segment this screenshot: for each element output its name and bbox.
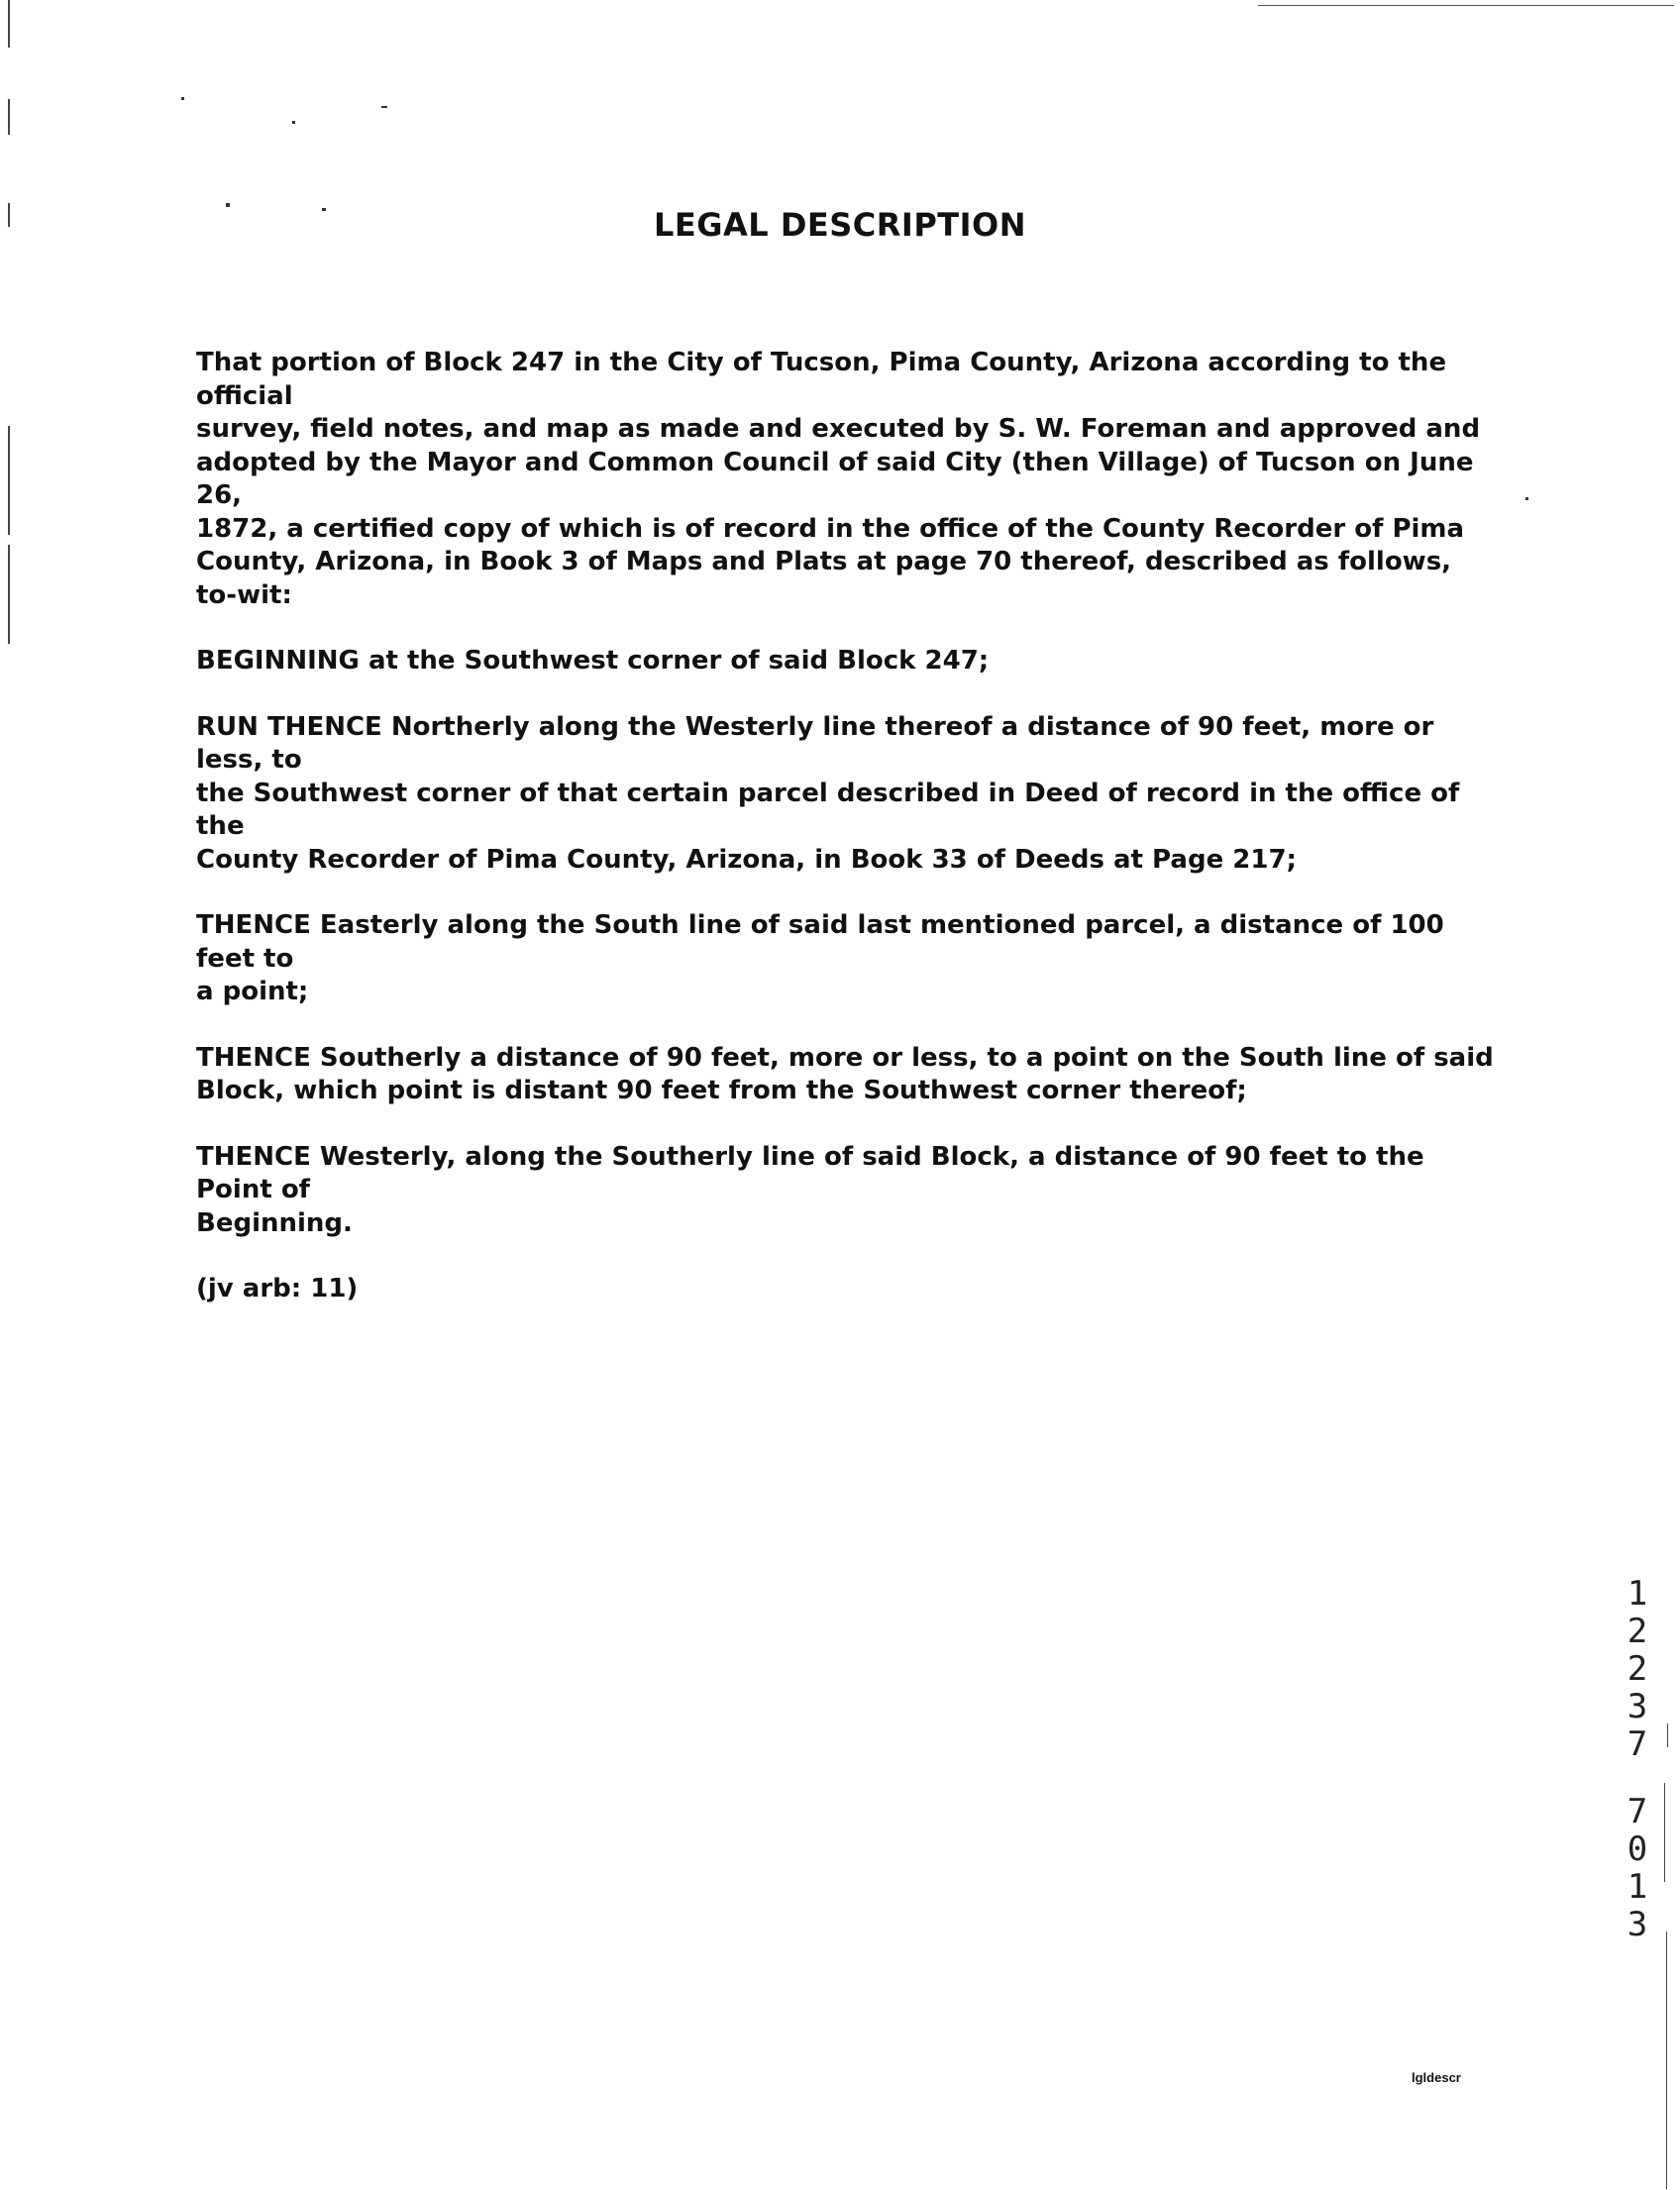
recording-digit: 3 — [1627, 1687, 1648, 1726]
scan-edge-mark — [1666, 1931, 1667, 2189]
recording-digit: 3 — [1627, 1905, 1648, 1944]
recording-digit: 2 — [1627, 1612, 1648, 1651]
recording-digit: 7 — [1627, 1724, 1648, 1764]
footer-file-code: lgldescr — [1412, 2070, 1461, 2085]
recording-digit-gap — [1623, 1763, 1652, 1793]
recording-number — [1623, 1575, 1652, 1943]
paragraph-thence-southerly: THENCE Southerly a distance of 90 feet, more or less, to a point on the South line of said Block, which point is distant 90 feet from the Southwest corner thereof; — [196, 1042, 1494, 1105]
scan-edge-mark — [1664, 1783, 1665, 1882]
scan-edge-mark — [1667, 1723, 1668, 1747]
recording-digit: 1 — [1627, 1867, 1648, 1907]
scan-speck — [181, 97, 184, 100]
paragraph-thence-westerly: THENCE Westerly, along the Southerly line of said Block, a distance of 90 feet to the Point of Beginning. — [196, 1141, 1424, 1238]
scan-edge-mark — [8, 0, 10, 48]
scan-speck — [292, 121, 295, 124]
scan-top-line — [1258, 5, 1674, 6]
recording-digit: 7 — [1627, 1792, 1648, 1831]
legal-description-body — [196, 347, 1494, 1339]
paragraph-intro: That portion of Block 247 in the City of Tucson, Pima County, Arizona according to the official survey, field notes, and map as made and executed by S. W. Foreman and approved and adopted by the Mayor and Common Council of said City (then Village) of Tucson on June 26, 1872, a certified copy of which is of record in the office of the County Recorder of Pima County, Arizona, in Book 3 of Maps and Plats at page 70 thereof, described as follows, to-wit: — [196, 348, 1481, 610]
scan-speck — [1525, 497, 1528, 500]
scan-edge-mark — [8, 426, 10, 535]
paragraph-reference-code: (jv arb: 11) — [196, 1274, 359, 1304]
paragraph-beginning: BEGINNING at the Southwest corner of said Block 247; — [196, 646, 990, 676]
scan-speck — [381, 106, 387, 108]
document-title: LEGAL DESCRIPTION — [654, 206, 1026, 244]
recording-digit: 0 — [1627, 1829, 1648, 1869]
scan-edge-mark — [8, 99, 10, 135]
paragraph-thence-easterly: THENCE Easterly along the South line of said last mentioned parcel, a distance of 100 feet to a point; — [196, 910, 1444, 1006]
scan-edge-mark — [8, 545, 10, 644]
recording-digit: 2 — [1627, 1649, 1648, 1689]
paragraph-run-thence: RUN THENCE Northerly along the Westerly line thereof a distance of 90 feet, more or less, to the Southwest corner of that certain parcel described in Deed of record in the office of the County Recorder of Pima County, Arizona, in Book 33 of Deeds at Page 217; — [196, 711, 1460, 875]
recording-digit: 1 — [1627, 1574, 1648, 1614]
